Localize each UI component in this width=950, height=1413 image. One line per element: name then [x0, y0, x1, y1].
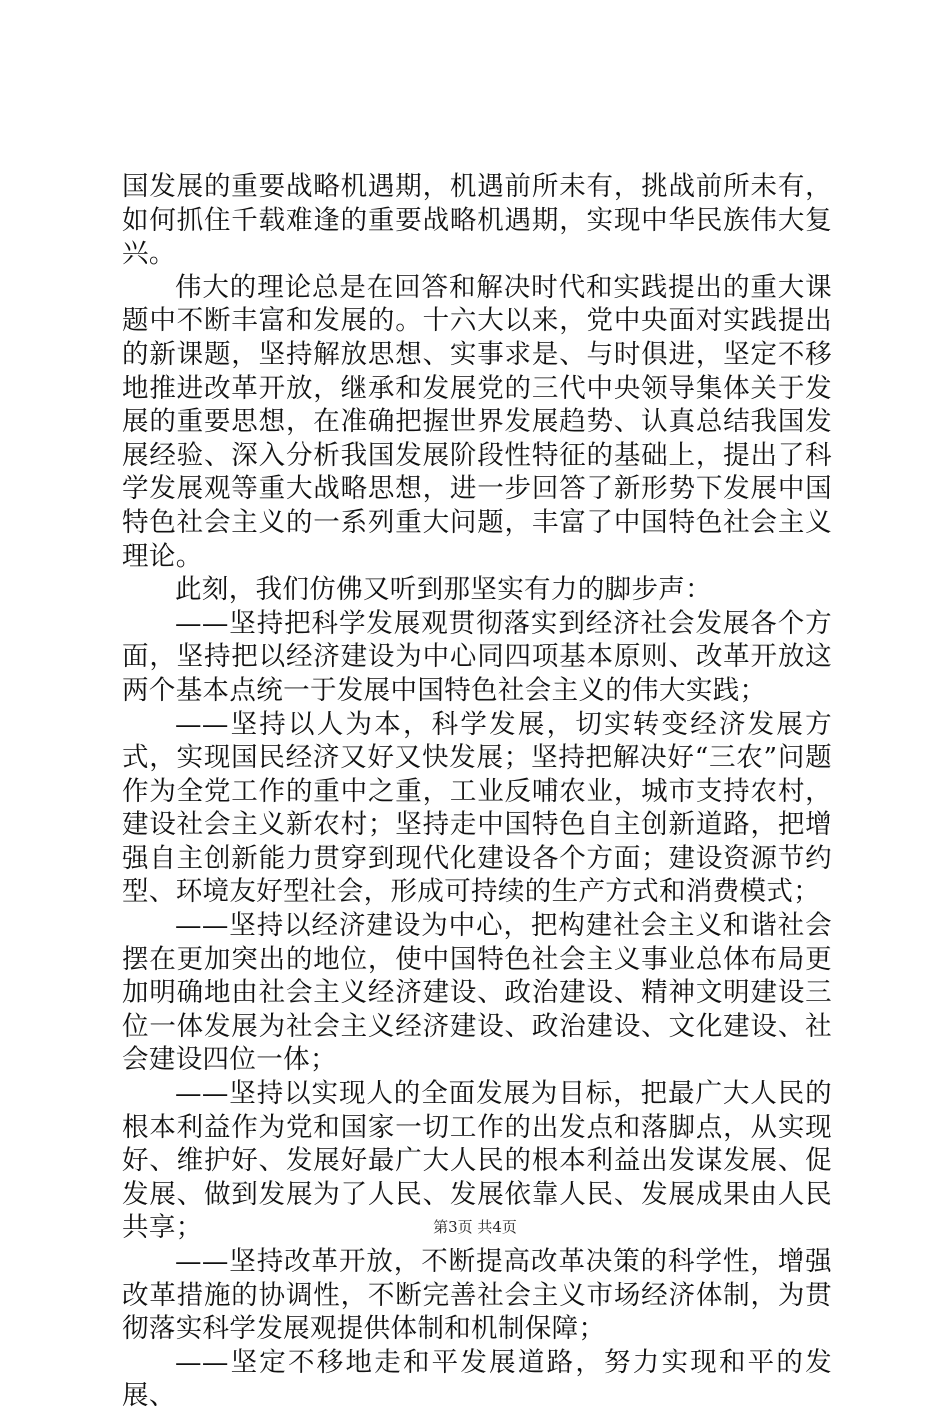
- paragraph: ——坚持以实现人的全面发展为目标，把最广大人民的根本利益作为党和国家一切工作的出发点和落脚点，从实现好、维护好、发展好最广大人民的根本利益出发谋发展、促发展、做到发展为了人民、发展依靠人民、发展成果由人民共享；: [122, 1078, 832, 1244]
- paragraph: 伟大的理论总是在回答和解决时代和实践提出的重大课题中不断丰富和发展的。十六大以来，党中央面对实践提出的新课题，坚持解放思想、实事求是、与时俱进，坚定不移地推进改革开放，继承和发展党的三代中央领导集体关于发展的重要思想，在准确把握世界发展趋势、认真总结我国发展经验、深入分析我国发展阶段性特征的基础上，提出了科学发展观等重大战略思想，进一步回答了新形势下发展中国特色社会主义的一系列重大问题，丰富了中国特色社会主义理论。: [122, 271, 832, 572]
- paragraph: 国发展的重要战略机遇期，机遇前所未有，挑战前所未有，如何抓住千载难逢的重要战略机遇期，实现中华民族伟大复兴。: [122, 171, 832, 270]
- paragraph: 此刻，我们仿佛又听到那坚实有力的脚步声：: [175, 574, 712, 606]
- page-footer: [0, 1216, 950, 1237]
- page-number: 第3页 共4页: [433, 1218, 517, 1236]
- paragraph: ——坚持以经济建设为中心，把构建社会主义和谐社会摆在更加突出的地位，使中国特色社会主义事业总体布局更加明确地由社会主义经济建设、政治建设、精神文明建设三位一体发展为社会主义经济建设、政治建设、文化建设、社会建设四位一体；: [122, 910, 832, 1076]
- paragraph: ——坚定不移地走和平发展道路，努力实现和平的发展、: [122, 1346, 832, 1412]
- paragraph: ——坚持把科学发展观贯彻落实到经济社会发展各个方面，坚持把以经济建设为中心同四项基本原则、改革开放这两个基本点统一于发展中国特色社会主义的伟大实践；: [122, 607, 832, 706]
- paragraph: ——坚持改革开放，不断提高改革决策的科学性，增强改革措施的协调性，不断完善社会主义市场经济体制，为贯彻落实科学发展观提供体制和机制保障；: [122, 1246, 832, 1345]
- paragraph: ——坚持以人为本，科学发展，切实转变经济发展方式，实现国民经济又好又快发展；坚持把解决好“三农”问题作为全党工作的重中之重，工业反哺农业，城市支持农村，建设社会主义新农村；坚持走中国特色自主创新道路，把增强自主创新能力贯穿到现代化建设各个方面；建设资源节约型、环境友好型社会，形成可持续的生产方式和消费模式；: [122, 708, 832, 908]
